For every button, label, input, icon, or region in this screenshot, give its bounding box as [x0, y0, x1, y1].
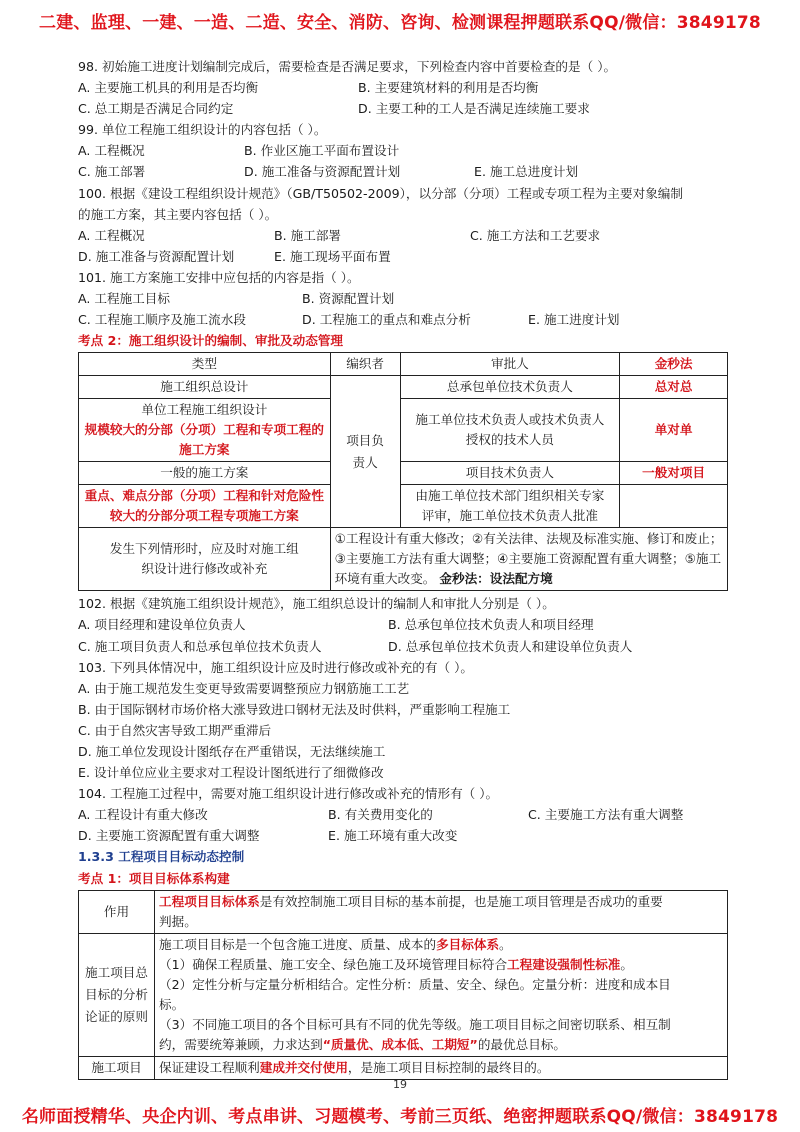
q100-stem-line2: 的施工方案，其主要内容包括（ ）。: [78, 206, 278, 222]
table-header-approver: 审批人: [400, 353, 620, 376]
table-cell-text-red: 工程项目目标体系: [159, 893, 260, 909]
q104-option-c: C. 主要施工方法有重大调整: [528, 807, 684, 823]
q99-option-c: C. 施工部署: [78, 164, 146, 180]
q99-stem: 99. 单位工程施工组织设计的内容包括（ ）。: [78, 122, 327, 138]
table-cell: 作用: [79, 890, 155, 933]
page-content: [78, 56, 728, 1082]
table-cell-text: ，是施工项目目标控制的最终目的。: [347, 1059, 550, 1075]
table-cell-text: 是有效控制施工项目目标的基本前提，也是施工项目管理是否成功的重要: [259, 893, 663, 909]
table-cell-text-red: “质量优、成本低、工期短”: [322, 1036, 478, 1052]
table-cell-text: 。: [499, 936, 512, 952]
q104-options-row1: [78, 804, 728, 825]
q104-option-e: E. 施工环境有重大改变: [328, 828, 458, 844]
table-cell: [330, 528, 727, 591]
table-cell: 一般对项目: [620, 462, 728, 485]
table-cell: 施工项目总目标的分析论证的原则: [79, 933, 155, 1056]
table-cell: 一般的施工方案: [79, 462, 331, 485]
q98-option-b: B. 主要建筑材料的利用是否均衡: [358, 80, 539, 96]
section-heading-kp2: 考点 2：施工组织设计的编制、审批及动态管理: [78, 333, 344, 349]
q100-option-c: C. 施工方法和工艺要求: [470, 227, 601, 243]
q104-stem: 104. 工程施工过程中，需要对施工组织设计进行修改或补充的情形有（ ）。: [78, 786, 499, 802]
table-cell: 施工单位技术负责人或技术负责人授权的技术人员: [400, 399, 620, 462]
q101-options-row2: [78, 309, 728, 330]
table-cell-text: 的最优总目标。: [477, 1036, 566, 1052]
top-banner: 二建、监理、一建、一造、二造、安全、消防、咨询、检测课程押题联系QQ/微信：3849178: [39, 13, 761, 33]
table-cell: 重点、难点分部（分项）工程和针对危险性较大的分部分项工程专项施工方案: [79, 485, 331, 528]
q103-option-c: C. 由于自然灾害导致工期严重滞后: [78, 722, 272, 738]
q101-options-row1: [78, 288, 728, 309]
q99-option-e: E. 施工总进度计划: [474, 164, 579, 180]
q104-option-d: D. 主要施工资源配置有重大调整: [78, 828, 260, 844]
table-cell-text-red: 多目标体系: [436, 936, 500, 952]
table-row: [79, 462, 728, 485]
table-cell-text-red: 建成并交付使用: [259, 1059, 348, 1075]
table-row: [79, 1056, 728, 1079]
table-cell-line: [159, 955, 723, 975]
table-cell: 施工组织总设计: [79, 376, 331, 399]
q103-option-a: A. 由于施工规范发生变更导致需要调整预应力钢筋施工工艺: [78, 680, 410, 696]
table-cell: 单对单: [620, 399, 728, 462]
q102-option-b: B. 总承包单位技术负责人和项目经理: [388, 617, 594, 633]
table-row: [79, 376, 728, 399]
table-row: [79, 399, 728, 462]
table-cell-line: [159, 1015, 723, 1035]
q98-stem: 98. 初始施工进度计划编制完成后，需要检查是否满足要求，下列检查内容中首要检查的是（ ）。: [78, 59, 617, 74]
q102-options-row1: [78, 614, 728, 635]
page-number: 19: [393, 1078, 407, 1091]
q99-option-a: A. 工程概况: [78, 143, 145, 159]
q100-options-row2: [78, 246, 728, 267]
table-cell-text: 单位工程施工组织设计: [141, 402, 268, 418]
table-cell-line: [159, 995, 723, 1015]
q101-option-d: D. 工程施工的重点和难点分析: [302, 312, 471, 328]
q98-option-d: D. 主要工种的工人是否满足连续施工要求: [358, 101, 590, 117]
section-heading-kp1: 考点 1：项目目标体系构建: [78, 870, 230, 886]
q98-options-row1: [78, 77, 728, 98]
q98-option-a: A. 主要施工机具的利用是否均衡: [78, 80, 259, 96]
table-cell-text: ①工程设计有重大修改；②有关法律、法规及标准实施、修订和废止；③主要施工方法有重大调整；④主要施工资源配置有重大调整；⑤施工环境有重大改变。: [334, 531, 723, 587]
table-cell-text: （2）定性分析与定量分析相结合。定性分析：质量、安全、绿色。定量分析：进度和成本目: [159, 976, 671, 992]
table-cell-text: 约，需要统筹兼顾，力求达到: [159, 1036, 323, 1052]
table-cell: 施工项目: [79, 1056, 155, 1079]
q101-stem: 101. 施工方案施工安排中应包括的内容是指（ ）。: [78, 269, 360, 285]
table-cell: 总对总: [620, 376, 728, 399]
q101-option-b: B. 资源配置计划: [302, 291, 395, 307]
q98-options-row2: [78, 98, 728, 119]
table-cell: 发生下列情形时，应及时对施工组织设计进行修改或补充: [79, 528, 331, 591]
q102-option-d: D. 总承包单位技术负责人和建设单位负责人: [388, 638, 633, 654]
q102-option-a: A. 项目经理和建设单位负责人: [78, 617, 246, 633]
q101-option-a: A. 工程施工目标: [78, 291, 170, 307]
q101-option-c: C. 工程施工顺序及施工流水段: [78, 312, 246, 328]
table-cell: 项目技术负责人: [400, 462, 620, 485]
q103-option-d: D. 施工单位发现设计图纸存在严重错误，无法继续施工: [78, 743, 386, 759]
q104-options-row2: [78, 825, 728, 846]
q99-options-row2: [78, 161, 728, 182]
q102-options-row2: [78, 636, 728, 657]
table-cell: 由施工单位技术部门组织相关专家评审，施工单位技术负责人批准: [400, 485, 620, 528]
table-cell-line: [159, 935, 723, 955]
table-row: [79, 890, 728, 933]
q103-stem: 103. 下列具体情况中，施工组织设计应及时进行修改或补充的有（ ）。: [78, 659, 473, 675]
table-cell-text-red: 工程建设强制性标准: [507, 956, 621, 972]
table-row: [79, 485, 728, 528]
table-cell: [79, 399, 331, 462]
q99-options-row1: [78, 140, 728, 161]
table-cell-line: [159, 1035, 723, 1055]
q102-stem: 102. 根据《建筑施工组织设计规范》，施工组织总设计的编制人和审批人分别是（ ）。: [78, 596, 555, 612]
q103-option-b: B. 由于国际钢材市场价格大涨导致进口钢材无法及时供料，严重影响工程施工: [78, 701, 511, 717]
bottom-banner: 名师面授精华、央企内训、考点串讲、习题模考、考前三页纸、绝密押题联系QQ/微信：3849178: [21, 1107, 779, 1127]
table-header-mnemonic: 金秒法: [620, 353, 728, 376]
table-row: [79, 528, 728, 591]
table-cell: [155, 1056, 728, 1079]
q100-option-a: A. 工程概况: [78, 227, 145, 243]
table-cell-text: 施工项目目标是一个包含施工进度、质量、成本的: [159, 936, 437, 952]
table-cell-line: [159, 975, 723, 995]
section-heading-133: 1.3.3 工程项目目标动态控制: [78, 849, 245, 865]
table-cell-text: 标。: [159, 996, 185, 1012]
table-row: [79, 353, 728, 376]
table-header-author: 编织者: [330, 353, 400, 376]
q101-option-e: E. 施工进度计划: [528, 312, 620, 328]
approval-table: [78, 352, 728, 591]
q100-options-row1: [78, 225, 728, 246]
table-cell: [620, 485, 728, 528]
q104-option-a: A. 工程设计有重大修改: [78, 807, 208, 823]
q99-option-d: D. 施工准备与资源配置计划: [244, 164, 401, 180]
q103-option-e: E. 设计单位应业主要求对工程设计图纸进行了细微修改: [78, 765, 384, 781]
objective-table: [78, 890, 728, 1080]
table-cell-text: 保证建设工程顺利: [159, 1059, 260, 1075]
table-cell-text: （3）不同施工项目的各个目标可具有不同的优先等级。施工项目目标之间密切联系、相互制: [159, 1016, 671, 1032]
q104-option-b: B. 有关费用变化的: [328, 807, 433, 823]
q100-option-d: D. 施工准备与资源配置计划: [78, 248, 235, 264]
table-cell-text: （1）确保工程质量、施工安全、绿色施工及环境管理目标符合: [159, 956, 508, 972]
q100-option-e: E. 施工现场平面布置: [274, 248, 391, 264]
table-cell-text: 判据。: [159, 913, 197, 929]
table-cell: [155, 890, 728, 933]
table-row: [79, 933, 728, 1056]
table-cell-text-red: 规模较大的分部（分项）工程和专项工程的施工方案: [84, 422, 324, 458]
q98-option-c: C. 总工期是否满足合同约定: [78, 101, 234, 117]
table-cell: [155, 933, 728, 1056]
q102-option-c: C. 施工项目负责人和总承包单位技术负责人: [78, 638, 322, 654]
q100-option-b: B. 施工部署: [274, 227, 342, 243]
table-cell-text: 。: [620, 956, 633, 972]
q99-option-b: B. 作业区施工平面布置设计: [244, 143, 400, 159]
q100-stem-line1: 100. 根据《建设工程组织设计规范》（GB/T50502-2009），以分部（分项）工程或专项工程为主要对象编制: [78, 185, 683, 201]
table-cell-mnemonic: 金秒法：设法配方境: [439, 571, 553, 587]
table-header-type: 类型: [79, 353, 331, 376]
table-cell-author: 项目负责人: [330, 376, 400, 528]
table-cell: 总承包单位技术负责人: [400, 376, 620, 399]
